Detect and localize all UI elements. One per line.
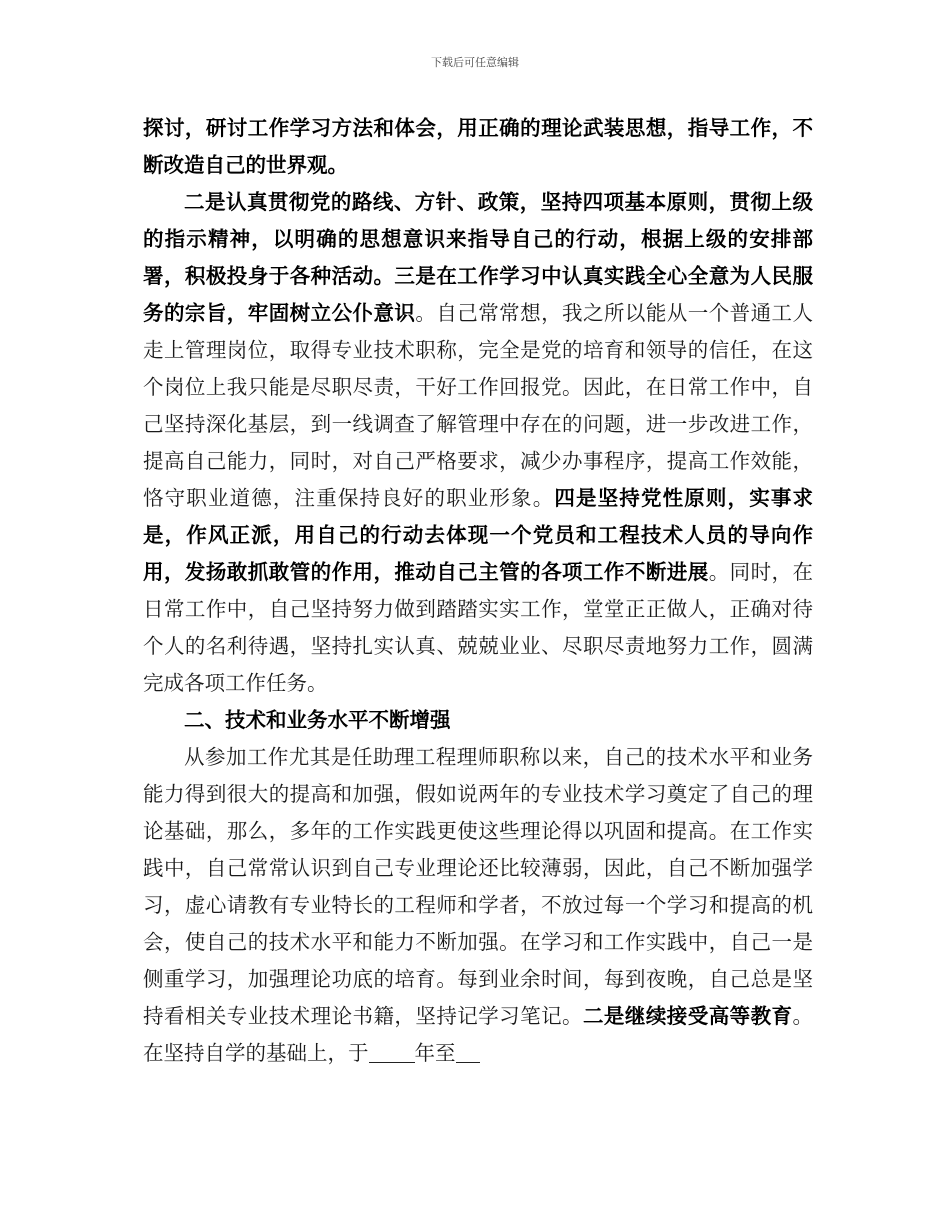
bold-text: 二是继续接受高等教育	[582, 1004, 793, 1028]
body-text: 年至	[414, 1041, 456, 1065]
bold-text: 二是认真贯彻党的路线、方针、政策，坚持四项基本原则，贯彻上级的指示精神，以明确的思想意识来指导自己的行动，根据上级的安排部署，积极投身于各种活动。三是在工作学习中认真实践全心全意为人民服务的宗旨，牢固树立公仆意识	[143, 190, 813, 325]
fill-in-blank	[369, 1042, 415, 1064]
bold-text: 探讨，研讨工作学习方法和体会，用正确的理论武装思想，指导工作，不断改造自己的世界观。	[143, 116, 813, 177]
fill-in-blank	[456, 1042, 480, 1064]
paragraph-2	[143, 184, 813, 702]
page-header: 下载后可任意编辑	[431, 56, 519, 69]
body-text: 。自己常常想，我之所以能从一个普通工人走上管理岗位，取得专业技术职称，完全是党的培育和领导的信任，在这个岗位上我只能是尽职尽责，干好工作回报党。因此，在日常工作中，自己坚持深化基层，到一线调查了解管理中存在的问题，进一步改进工作，提高自己能力，同时，对自己严格要求，减少办事程序，提高工作效能，恪守职业道德，注重保持良好的职业形象。	[143, 301, 814, 510]
paragraph-1	[143, 110, 813, 184]
bold-text: 四是坚持党性原则，实事求是，作风正派，用自己的行动去体现一个党员和工程技术人员的导向作用，发扬敢抓敢管的作用，推动自己主管的各项工作不断进展	[143, 486, 814, 584]
body-text: 。在坚持自学的基础上，于	[143, 1004, 814, 1065]
section-heading: 二、技术和业务水平不断增强	[184, 708, 451, 732]
paragraph-3	[143, 739, 813, 1072]
document-body	[143, 110, 813, 1072]
body-text: 从参加工作尤其是任助理工程理师职称以来，自己的技术水平和业务能力得到很大的提高和加强，假如说两年的专业技术学习奠定了自己的理论基础，那么，多年的工作实践更使这些理论得以巩固和提高。在工作实践中，自己常常认识到自己专业理论还比较薄弱，因此，自己不断加强学习，虚心请教有专业特长的工程师和学者，不放过每一个学习和提高的机会，使自己的技术水平和能力不断加强。在学习和工作实践中，自己一是侧重学习，加强理论功底的培育。每到业余时间，每到夜晚，自己总是坚持看相关专业技术理论书籍，坚持记学习笔记。	[143, 745, 813, 1028]
body-text: 。同时，在日常工作中，自己坚持努力做到踏踏实实工作，堂堂正正做人，正确对待个人的名利待遇，坚持扎实认真、兢兢业业、尽职尽责地努力工作，圆满完成各项工作任务。	[143, 560, 814, 695]
